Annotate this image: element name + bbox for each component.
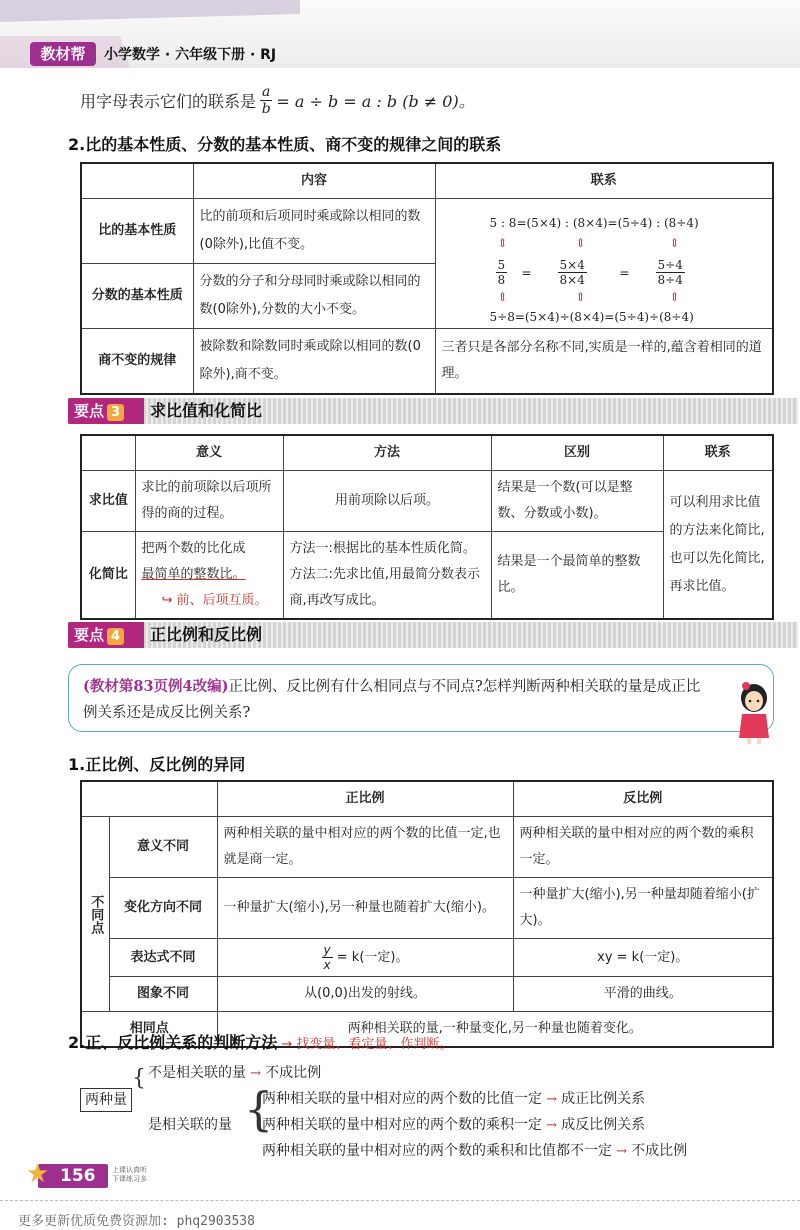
header-cell-negative: 反比例	[513, 781, 773, 817]
fraction-5x4-8x4: $\frac{5\times 4}{8\times 4}$	[559, 257, 585, 287]
fraction-numerator: a	[262, 84, 271, 100]
row-positive: 两种相关联的量中相对应的两个数的比值一定,也就是商一定。	[217, 817, 513, 878]
tree-not-related: 不是相关联的量 → 不成比例	[148, 1065, 322, 1081]
properties-table	[80, 162, 774, 395]
tree-branch-1: 两种相关联的量中相对应的两个数的比值一定 → 成正比例关系	[262, 1091, 646, 1107]
keypoint-title: 正比例和反比例	[150, 625, 263, 644]
row-negative: 一种量扩大(缩小),另一种量却随着缩小(扩大)。	[513, 878, 773, 939]
fraction-a-over-b	[260, 84, 272, 117]
table-row	[81, 878, 773, 939]
double-arrow-icon: ⇕	[497, 289, 508, 304]
question-callout	[68, 664, 774, 732]
keypoint-3-bar	[68, 398, 798, 424]
tree-branch-3: 两种相关联的量中相对应的两个数的乘积和比值都不一定 → 不成比例	[262, 1143, 688, 1159]
callout-text: 正比例、反比例有什么相同点与不同点?怎样判断两种相关联的量是成正比例关系还是成反比例关系?	[83, 679, 701, 721]
row-link: 可以利用求比值的方法来化简比,也可以先化简比,再求比值。	[663, 471, 773, 620]
table-row	[81, 329, 773, 395]
row-meaning-cell	[135, 532, 283, 620]
book-title: 小学数学 · 六年级下册 · RJ	[104, 47, 277, 63]
row-negative: 两种相关联的量中相对应的两个数的乘积一定。	[513, 817, 773, 878]
equals-sign: =	[619, 265, 630, 280]
table-row	[81, 471, 773, 532]
judgement-note: 找变量、看定量、作判断。	[296, 1037, 453, 1052]
page-number: 156	[38, 1164, 108, 1188]
header-cell-content: 内容	[193, 163, 435, 199]
row-positive: 从(0,0)出发的射线。	[217, 977, 513, 1012]
brace-icon: {	[132, 1066, 146, 1091]
row-meaning-b: 最简单的整数比。	[141, 567, 246, 582]
table-header-row	[81, 163, 773, 199]
ratio-diagram	[442, 208, 767, 324]
row-method-cell	[283, 532, 491, 620]
row-label: 意义不同	[109, 817, 217, 878]
table-row	[81, 939, 773, 977]
judgement-tree	[80, 1058, 780, 1168]
header-cell-positive: 正比例	[217, 781, 513, 817]
keypoint-title: 求比值和化简比	[150, 401, 263, 420]
equals-sign: =	[521, 265, 532, 280]
fraction-5d4-8d4: $\frac{5\div 4}{8\div 4}$	[657, 257, 683, 287]
intro-rest: = a ÷ b = a : b (b ≠ 0)。	[276, 92, 475, 111]
footer-slogan: 上课认真听 下课练习多	[112, 1166, 147, 1183]
callout-source: (教材第83页例4改编)	[83, 678, 229, 695]
section-title-proportion: 1.正比例、反比例的异同	[68, 755, 246, 774]
link-text: 三者只是各部分名称不同,实质是一样的,蕴含着相同的道理。	[435, 329, 773, 395]
tree-root: 两种量	[80, 1088, 132, 1112]
keypoint-number: 3	[107, 404, 124, 421]
row-negative: 平滑的曲线。	[513, 977, 773, 1012]
row-diff: 结果是一个数(可以是整数、分数或小数)。	[491, 471, 663, 532]
double-arrow-icon: ⇕	[575, 235, 586, 250]
row-diff: 结果是一个最简单的整数比。	[491, 532, 663, 620]
table-row	[81, 199, 773, 264]
keypoint-number: 4	[107, 628, 124, 645]
brace-icon: {	[244, 1082, 274, 1136]
section-title-properties: 2.比的基本性质、分数的基本性质、商不变的规律之间的联系	[68, 135, 502, 154]
row-content: 分数的分子和分母同时乘或除以相同的数(0除外),分数的大小不变。	[193, 264, 435, 329]
row-content: 被除数和除数同时乘或除以相同的数(0除外),商不变。	[193, 329, 435, 395]
ratio-simplify-table	[80, 434, 774, 620]
row-meaning-note: ↪ 前、后项互质。	[161, 593, 268, 608]
link-diagram-cell	[435, 199, 773, 329]
row-label: 化简比	[81, 532, 135, 620]
row-label: 求比值	[81, 471, 135, 532]
row-label: 图象不同	[109, 977, 217, 1012]
double-arrow-icon: ⇕	[669, 289, 680, 304]
table-header-row	[81, 435, 773, 471]
row-label: 比的基本性质	[81, 199, 193, 264]
arrow-icon: ↪	[161, 593, 177, 608]
double-arrow-icon: ⇕	[669, 235, 680, 250]
arrow-icon: →	[542, 1092, 562, 1107]
header-cell-meaning: 意义	[135, 435, 283, 471]
keypoint-badge: 要点 4	[68, 622, 144, 648]
header-cell-empty	[81, 435, 135, 471]
intro-formula	[80, 84, 475, 117]
row-label: 商不变的规律	[81, 329, 193, 395]
table-row	[81, 977, 773, 1012]
division-line: 5÷8=(5×4)÷(8×4)=(5÷4)÷(8÷4)	[489, 309, 694, 324]
girl-mascot-icon	[734, 680, 774, 744]
same-text: 两种相关联的量,一种量变化,另一种量也随着变化。	[217, 1012, 773, 1048]
brand-label: 教材帮	[30, 42, 96, 66]
header-cell-diff: 区别	[491, 435, 663, 471]
row-content: 比的前项和后项同时乘或除以相同的数(0除外),比值不变。	[193, 199, 435, 264]
row-positive: 一种量扩大(缩小),另一种量也随着扩大(缩小)。	[217, 878, 513, 939]
proportion-table	[80, 780, 774, 1048]
header-cell-link: 联系	[435, 163, 773, 199]
arrow-icon: →	[542, 1118, 562, 1133]
row-negative: xy = k(一定)。	[513, 939, 773, 977]
keypoint-badge: 要点 3	[68, 398, 144, 424]
header-cell-link: 联系	[663, 435, 773, 471]
tree-related: 是相关联的量	[148, 1117, 232, 1133]
header-cell-empty	[81, 781, 217, 817]
row-positive: $\frac{y}{x}$ = k(一定)。	[217, 939, 513, 977]
tree-branch-2: 两种相关联的量中相对应的两个数的乘积一定 → 成反比例关系	[262, 1117, 646, 1133]
intro-prefix: 用字母表示它们的联系是	[80, 92, 257, 111]
row-method: 用前项除以后项。	[283, 471, 491, 532]
row-method-2: 方法二:先求比值,用最简分数表示商,再改写成比。	[289, 567, 481, 608]
fraction-5-8: $\frac{5}{8}$	[497, 257, 506, 287]
row-label: 表达式不同	[109, 939, 217, 977]
fraction-denominator: b	[261, 101, 271, 117]
row-label: 分数的基本性质	[81, 264, 193, 329]
section-title-judgement: 2.正、反比例关系的判断方法 → 找变量、看定量、作判断。	[68, 1033, 453, 1052]
row-label: 变化方向不同	[109, 878, 217, 939]
watermark-text: 更多更新优质免费资源加: phq2903538	[18, 1214, 255, 1229]
double-arrow-icon: ⇕	[575, 289, 586, 304]
group-label: 不同点	[81, 817, 109, 1012]
row-meaning-a: 把两个数的比化成	[141, 541, 246, 556]
table-header-row	[81, 781, 773, 817]
header-cell-method: 方法	[283, 435, 491, 471]
row-method-1: 方法一:根据比的基本性质化简。	[289, 541, 476, 556]
same-label: 相同点	[81, 1012, 217, 1048]
keypoint-4-bar	[68, 622, 798, 648]
arrow-icon: →	[612, 1144, 632, 1159]
arrow-icon: →	[277, 1037, 297, 1052]
arrow-icon: →	[246, 1066, 266, 1081]
header-cell-empty	[81, 163, 193, 199]
page-header	[0, 0, 800, 68]
ratio-line: 5 : 8=(5×4) : (8×4)=(5÷4) : (8÷4)	[489, 215, 699, 230]
row-meaning: 求比的前项除以后项所得的商的过程。	[135, 471, 283, 532]
star-icon: ★	[26, 1159, 50, 1189]
table-row	[81, 817, 773, 878]
double-arrow-icon: ⇕	[497, 235, 508, 250]
footer-divider	[0, 1200, 800, 1201]
